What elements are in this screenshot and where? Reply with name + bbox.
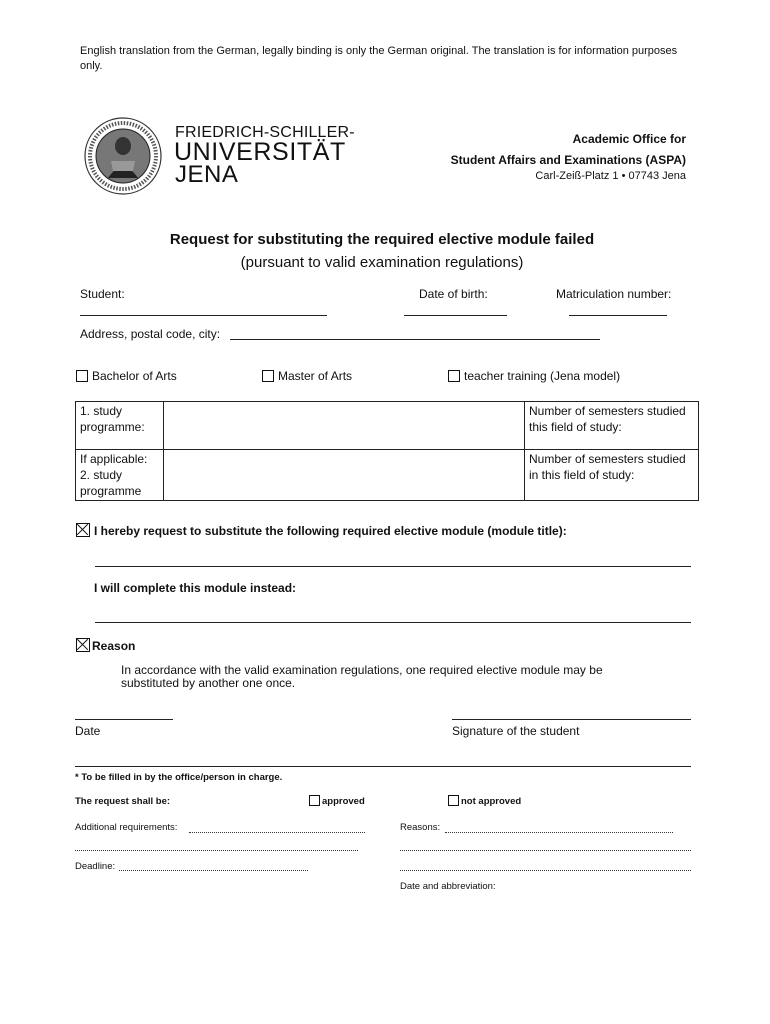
table-row <box>76 450 699 501</box>
dob-label: Date of birth: <box>419 287 488 301</box>
approved-checkbox[interactable] <box>309 795 320 806</box>
study-programme-1-label: 1. study programme: <box>76 402 164 450</box>
reason-label: Reason <box>92 639 136 653</box>
study-programme-2-label: If applicable: 2. study programme <box>76 450 164 501</box>
checkbox-bachelor[interactable] <box>76 369 177 383</box>
reasons-field[interactable] <box>445 832 673 833</box>
date-abbreviation-label: Date and abbreviation: <box>400 881 496 892</box>
student-label: Student: <box>80 287 125 301</box>
logo-line-2: UNIVERSITÄT <box>174 138 346 166</box>
university-seal-logo <box>78 116 172 196</box>
study-programme-table <box>75 401 699 501</box>
office-note: * To be filled in by the office/person in charge. <box>75 772 283 783</box>
checkbox-teacher-training-box[interactable] <box>448 370 460 382</box>
deadline-label: Deadline: <box>75 861 116 872</box>
reason-text: In accordance with the valid examination regulations, one required elective module may be substituted by another one once. <box>121 663 603 690</box>
checkbox-master-label: Master of Arts <box>278 369 353 383</box>
study-programme-2-field[interactable] <box>164 450 525 501</box>
complete-instead-label: I will complete this module instead: <box>94 581 297 595</box>
matriculation-label: Matriculation number: <box>556 287 672 301</box>
not-approved-checkbox[interactable] <box>448 795 459 806</box>
replacement-module-field[interactable] <box>95 622 691 623</box>
reason-checkbox[interactable] <box>76 638 90 652</box>
signature-field[interactable] <box>452 719 691 720</box>
form-subtitle: (pursuant to valid examination regulations) <box>240 254 524 271</box>
reason-option[interactable] <box>76 638 135 653</box>
reasons-line-3[interactable] <box>400 870 691 871</box>
deadline-field[interactable] <box>119 870 308 871</box>
student-field[interactable] <box>80 315 327 316</box>
matriculation-field[interactable] <box>569 315 667 316</box>
study-programme-1-field[interactable] <box>164 402 525 450</box>
request-statement[interactable] <box>76 523 567 538</box>
checkbox-master-box[interactable] <box>262 370 274 382</box>
not-approved-option[interactable] <box>448 795 521 807</box>
signature-label: Signature of the student <box>452 724 580 738</box>
address-field[interactable] <box>230 339 600 340</box>
form-title: Request for substituting the required elective module failed <box>169 231 595 248</box>
dob-field[interactable] <box>404 315 507 316</box>
office-address: Carl-Zeiß-Platz 1 • 07743 Jena <box>535 170 686 182</box>
logo-line-3: JENA <box>175 161 239 188</box>
checkbox-teacher-training-label: teacher training (Jena model) <box>464 369 621 383</box>
semesters-2-label: Number of semesters studied in this field of study: <box>525 450 699 501</box>
address-label: Address, postal code, city: <box>80 327 221 341</box>
office-line-1: Academic Office for <box>572 132 686 146</box>
approved-label: approved <box>322 796 365 807</box>
request-checkbox[interactable] <box>76 523 90 537</box>
reasons-line-2[interactable] <box>400 850 691 851</box>
date-label: Date <box>75 724 101 738</box>
checkbox-master[interactable] <box>262 369 352 383</box>
approved-option[interactable] <box>309 795 365 807</box>
semesters-1-label: Number of semesters studied this field of study: <box>525 402 699 450</box>
logo-line-1: FRIEDRICH-SCHILLER- <box>175 124 355 141</box>
date-field[interactable] <box>75 719 173 720</box>
reasons-label: Reasons: <box>400 822 441 833</box>
module-title-field[interactable] <box>95 566 691 567</box>
office-line-2: Student Affairs and Examinations (ASPA) <box>450 153 686 167</box>
checkbox-bachelor-label: Bachelor of Arts <box>92 369 177 383</box>
not-approved-label: not approved <box>461 796 522 807</box>
request-statement-label: I hereby request to substitute the following required elective module (module title): <box>94 524 567 538</box>
additional-requirements-label: Additional requirements: <box>75 822 178 833</box>
additional-requirements-field[interactable] <box>189 832 365 833</box>
disclaimer-text: English translation from the German, legally binding is only the German original. The translation is for information purposes only. <box>80 45 678 72</box>
request-shall-be-label: The request shall be: <box>75 796 171 807</box>
office-section-divider <box>75 766 691 767</box>
checkbox-bachelor-box[interactable] <box>76 370 88 382</box>
checkbox-teacher-training[interactable] <box>448 369 620 383</box>
additional-requirements-line-2[interactable] <box>75 850 358 851</box>
table-row <box>76 402 699 450</box>
